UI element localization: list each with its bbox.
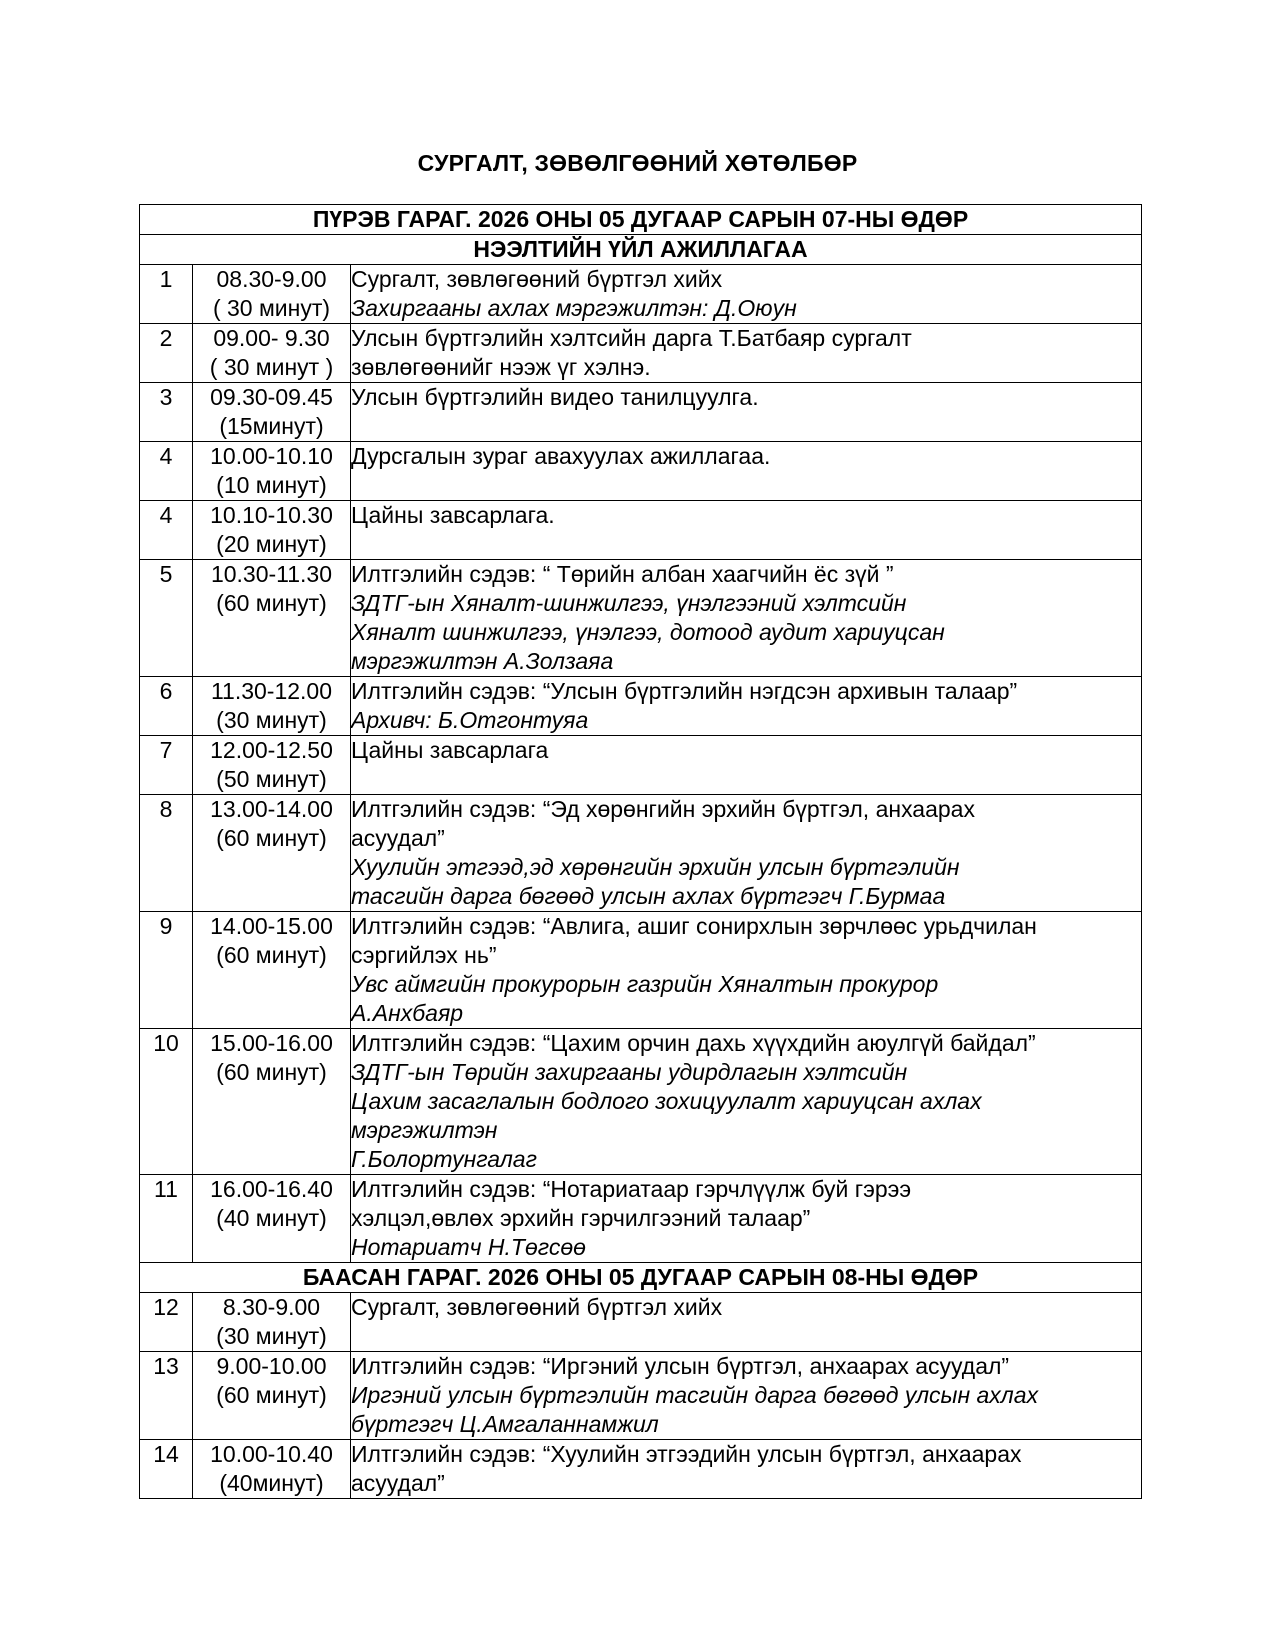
row-number: 6 — [140, 677, 193, 736]
time-range: 15.00-16.00 — [210, 1030, 333, 1056]
opening-section-header: НЭЭЛТИЙН ҮЙЛ АЖИЛЛАГАА — [140, 235, 1142, 265]
row-number: 5 — [140, 560, 193, 677]
speaker-line: Увс аймгийн прокурорын газрийн Хяналтын прокурор — [351, 971, 939, 997]
time-range: 10.00-10.10 — [210, 443, 333, 469]
time-cell — [193, 1293, 351, 1352]
row-number: 7 — [140, 736, 193, 795]
time-cell — [193, 1352, 351, 1440]
time-cell — [193, 1029, 351, 1175]
time-cell — [193, 912, 351, 1029]
duration: (60 минут) — [216, 590, 327, 616]
speaker-line: тасгийн дарга бөгөөд улсын ахлах бүртгэгч Г.Бурмаа — [351, 883, 946, 909]
row-number: 12 — [140, 1293, 193, 1352]
description-line: асуудал” — [351, 825, 445, 851]
speaker-line: ЗДТГ-ын Төрийн захиргааны удирдлагын хэлтсийн — [351, 1059, 908, 1085]
duration: (40минут) — [219, 1470, 324, 1496]
description-line: хэлцэл,өвлөх эрхийн гэрчилгээний талаар” — [351, 1205, 811, 1231]
speaker-line: Иргэний улсын бүртгэлийн тасгийн дарга бөгөөд улсын ахлах — [351, 1382, 1039, 1408]
schedule-row — [140, 1293, 1142, 1352]
speaker-line: Г.Болортунгалаг — [351, 1146, 537, 1172]
description-cell — [351, 1352, 1142, 1440]
speaker-line: Хяналт шинжилгээ, үнэлгээ, дотоод аудит хариуцсан — [351, 619, 945, 645]
description-line: Дурсгалын зураг авахуулах ажиллагаа. — [351, 443, 771, 469]
schedule-row — [140, 383, 1142, 442]
speaker-line: А.Анхбаяр — [351, 1000, 464, 1026]
time-cell — [193, 501, 351, 560]
speaker-line: мэргэжилтэн — [351, 1117, 498, 1143]
time-cell — [193, 442, 351, 501]
description-cell — [351, 1029, 1142, 1175]
time-cell — [193, 736, 351, 795]
description-cell — [351, 1175, 1142, 1263]
description-cell — [351, 560, 1142, 677]
schedule-row — [140, 1440, 1142, 1499]
description-cell — [351, 1440, 1142, 1499]
description-line: Илтгэлийн сэдэв: “ Төрийн албан хаагчийн ёс зүй ” — [351, 561, 894, 587]
schedule-row — [140, 560, 1142, 677]
description-line: Улсын бүртгэлийн видео танилцуулга. — [351, 384, 759, 410]
speaker-line: Захиргааны ахлах мэргэжилтэн: Д.Оюун — [351, 295, 797, 321]
description-cell — [351, 795, 1142, 912]
time-cell — [193, 324, 351, 383]
section-header-row — [140, 235, 1142, 265]
row-number: 9 — [140, 912, 193, 1029]
time-cell — [193, 795, 351, 912]
row-number: 4 — [140, 501, 193, 560]
time-range: 10.00-10.40 — [210, 1441, 333, 1467]
duration: (50 минут) — [216, 766, 327, 792]
duration: (60 минут) — [216, 1382, 327, 1408]
schedule-row — [140, 324, 1142, 383]
day-header-row — [140, 205, 1142, 235]
time-range: 8.30-9.00 — [222, 1294, 321, 1320]
time-range: 13.00-14.00 — [210, 796, 333, 822]
description-line: Илтгэлийн сэдэв: “Эд хөрөнгийн эрхийн бүртгэл, анхаарах — [351, 796, 975, 822]
description-cell — [351, 736, 1142, 795]
duration: (10 минут) — [216, 472, 327, 498]
speaker-line: мэргэжилтэн А.Золзаяа — [351, 648, 614, 674]
duration: (60 минут) — [216, 942, 327, 968]
description-line: асуудал” — [351, 1470, 445, 1496]
day2-header: БААСАН ГАРАГ. 2026 ОНЫ 05 ДУГААР САРЫН 08-НЫ ӨДӨР — [140, 1263, 1142, 1293]
speaker-line: Цахим засаглалын бодлого зохицуулалт хариуцсан ахлах — [351, 1088, 982, 1114]
description-line: Илтгэлийн сэдэв: “Иргэний улсын бүртгэл, анхаарах асуудал” — [351, 1353, 1010, 1379]
time-range: 16.00-16.40 — [210, 1176, 333, 1202]
duration: ( 30 минут ) — [209, 354, 334, 380]
time-range: 09.00- 9.30 — [213, 325, 330, 351]
description-cell — [351, 442, 1142, 501]
description-line: Илтгэлийн сэдэв: “Авлига, ашиг сонирхлын зөрчлөөс урьдчилан — [351, 913, 1037, 939]
description-line: Улсын бүртгэлийн хэлтсийн дарга Т.Батбаяр сургалт — [351, 325, 912, 351]
duration: (40 минут) — [216, 1205, 327, 1231]
row-number: 14 — [140, 1440, 193, 1499]
row-number: 8 — [140, 795, 193, 912]
schedule-row — [140, 1175, 1142, 1263]
time-range: 14.00-15.00 — [210, 913, 333, 939]
row-number: 11 — [140, 1175, 193, 1263]
day-header-row — [140, 1263, 1142, 1293]
description-line: Сургалт, зөвлөгөөний бүртгэл хийх — [351, 266, 723, 292]
time-range: 10.30-11.30 — [210, 561, 333, 587]
time-range: 09.30-09.45 — [210, 384, 333, 410]
description-cell — [351, 912, 1142, 1029]
time-range: 08.30-9.00 — [216, 266, 327, 292]
schedule-row — [140, 501, 1142, 560]
schedule-row — [140, 736, 1142, 795]
description-cell — [351, 1293, 1142, 1352]
duration: (30 минут) — [216, 707, 327, 733]
duration: (30 минут) — [216, 1323, 327, 1349]
description-line: Цайны завсарлага — [351, 737, 549, 763]
duration: (20 минут) — [216, 531, 327, 557]
speaker-line: бүртгэгч Ц.Амгаланнамжил — [351, 1411, 659, 1437]
row-number: 2 — [140, 324, 193, 383]
description-line: Илтгэлийн сэдэв: “Цахим орчин дахь хүүхдийн аюулгүй байдал” — [351, 1030, 1036, 1056]
schedule-row — [140, 912, 1142, 1029]
time-cell — [193, 1175, 351, 1263]
duration: (15минут) — [219, 413, 324, 439]
row-number: 10 — [140, 1029, 193, 1175]
description-line: Цайны завсарлага. — [351, 502, 555, 528]
description-line: Илтгэлийн сэдэв: “Хуулийн этгээдийн улсын бүртгэл, анхаарах — [351, 1441, 1022, 1467]
schedule-row — [140, 677, 1142, 736]
duration: (60 минут) — [216, 1059, 327, 1085]
time-range: 11.30-12.00 — [210, 678, 333, 704]
speaker-line: Хуулийн этгээд,эд хөрөнгийн эрхийн улсын бүртгэлийн — [351, 854, 960, 880]
time-cell — [193, 677, 351, 736]
time-cell — [193, 1440, 351, 1499]
description-line: сэргийлэх нь” — [351, 942, 497, 968]
schedule-row — [140, 442, 1142, 501]
row-number: 4 — [140, 442, 193, 501]
description-line: Сургалт, зөвлөгөөний бүртгэл хийх — [351, 1294, 723, 1320]
description-cell — [351, 324, 1142, 383]
time-cell — [193, 383, 351, 442]
description-cell — [351, 383, 1142, 442]
time-range: 12.00-12.50 — [210, 737, 333, 763]
row-number: 13 — [140, 1352, 193, 1440]
description-line: зөвлөгөөнийг нээж үг хэлнэ. — [351, 354, 651, 380]
time-range: 9.00-10.00 — [216, 1353, 327, 1379]
time-range: 10.10-10.30 — [210, 502, 333, 528]
speaker-line: ЗДТГ-ын Хяналт-шинжилгээ, үнэлгээний хэлтсийн — [351, 590, 907, 616]
schedule-row — [140, 265, 1142, 324]
description-line: Илтгэлийн сэдэв: “Улсын бүртгэлийн нэгдсэн архивын талаар” — [351, 678, 1018, 704]
time-cell — [193, 560, 351, 677]
row-number: 1 — [140, 265, 193, 324]
description-cell — [351, 265, 1142, 324]
time-cell — [193, 265, 351, 324]
description-line: Илтгэлийн сэдэв: “Нотариатаар гэрчлүүлж буй гэрээ — [351, 1176, 912, 1202]
description-cell — [351, 501, 1142, 560]
document-title: СУРГАЛТ, ЗӨВӨЛГӨӨНИЙ ХӨТӨЛБӨР — [417, 150, 858, 176]
speaker-line: Нотариатч Н.Төгсөө — [351, 1234, 586, 1260]
schedule-table — [139, 204, 1142, 1499]
duration: (60 минут) — [216, 825, 327, 851]
speaker-line: Архивч: Б.Отгонтуяа — [351, 707, 589, 733]
schedule-row — [140, 795, 1142, 912]
description-cell — [351, 677, 1142, 736]
duration: ( 30 минут) — [212, 295, 331, 321]
schedule-row — [140, 1352, 1142, 1440]
row-number: 3 — [140, 383, 193, 442]
day1-header: ПҮРЭВ ГАРАГ. 2026 ОНЫ 05 ДУГААР САРЫН 07-НЫ ӨДӨР — [140, 205, 1142, 235]
schedule-row — [140, 1029, 1142, 1175]
